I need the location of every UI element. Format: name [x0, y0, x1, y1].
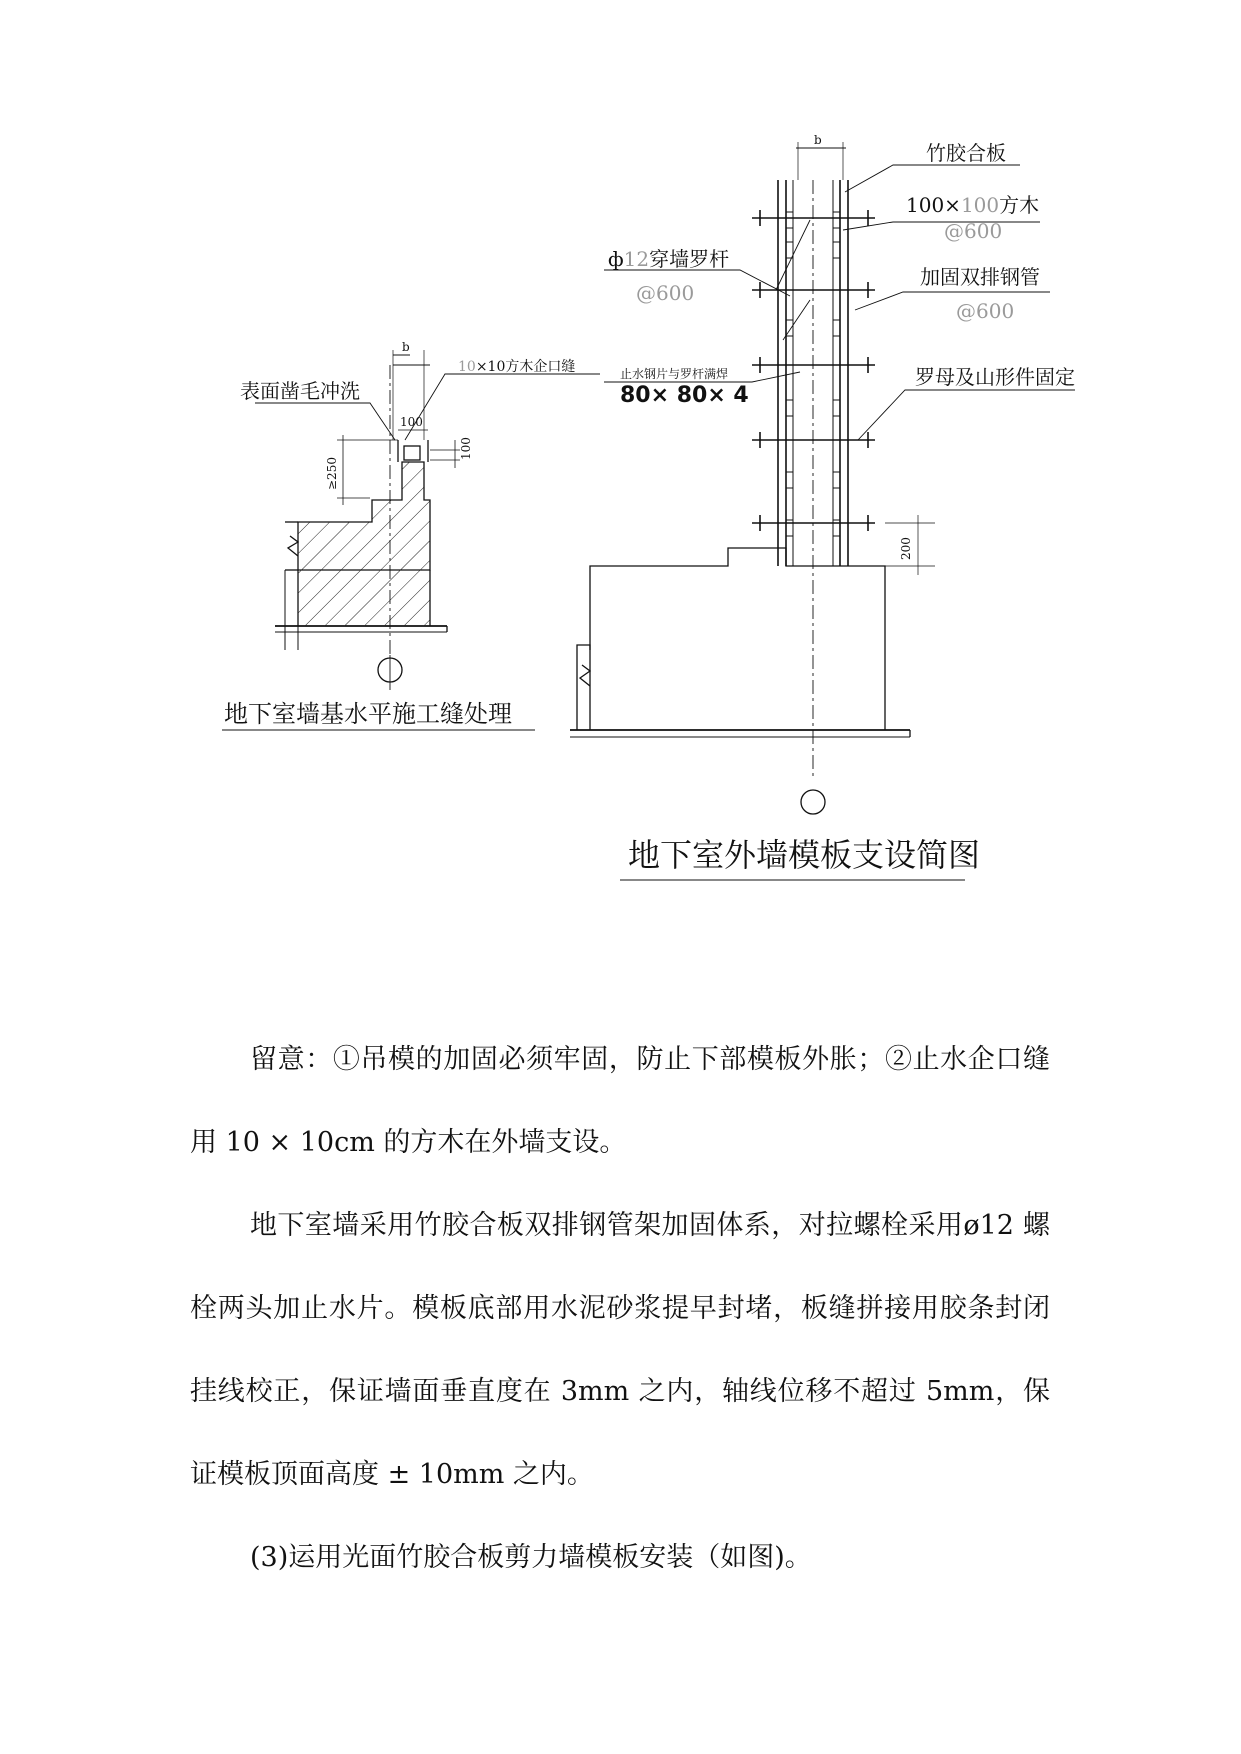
- right-figure-title: 地下室外墙模板支设简图: [628, 836, 981, 874]
- right-dim-200: 200: [899, 537, 913, 560]
- foundation-section: [298, 462, 430, 570]
- paragraph-system: 地下室墙采用竹胶合板双排钢管架加固体系，对拉螺栓采用ø12 螺栓两头加止水片。模板底部用水泥砂浆提早封堵，板缝拼接用胶条封闭挂线校正，保证墙面垂直度在 3mm 之内，轴线位移不超过 5mm，保证模板顶面高度 ± 10mm 之内。: [190, 1210, 1050, 1490]
- paragraph-step-3: (3)运用光面竹胶合板剪力墙模板安装（如图)。: [250, 1542, 812, 1573]
- label-joint-a: 10: [458, 359, 476, 375]
- body-text: [190, 1018, 1050, 1599]
- label-timber-b: 100: [960, 193, 1000, 217]
- label-tie-a: ф: [608, 247, 624, 271]
- label-waterstop-size: 80× 80× 4: [620, 383, 749, 408]
- label-square-timber: [906, 193, 1039, 217]
- label-nut-fixing: 罗母及山形件固定: [915, 365, 1075, 389]
- label-bamboo-plywood: 竹胶合板: [926, 141, 1006, 165]
- label-timber-a: 100×: [906, 193, 961, 217]
- label-tie-b: 12: [623, 247, 650, 271]
- label-tie-rod-spacing: @600: [636, 281, 695, 305]
- left-dim-100v: 100: [459, 437, 473, 460]
- label-timber-spacing: @600: [944, 219, 1003, 243]
- left-figure-title: 地下室墙基水平施工缝处理: [224, 700, 512, 728]
- left-figure: [222, 350, 600, 730]
- label-timber-c: 方木: [999, 193, 1040, 217]
- label-waterstop: 止水钢片与罗杆满焊: [620, 367, 729, 381]
- label-joint-b: ×10方木企口缝: [475, 359, 576, 375]
- label-tie-rod: [608, 247, 729, 271]
- paragraph-note: 留意：①吊模的加固必须牢固，防止下部模板外胀；②止水企口缝用 10 × 10cm 的方木在外墙支设。: [190, 1044, 1050, 1158]
- axis-bubble-right: [801, 790, 825, 814]
- left-dim-b: b: [402, 340, 410, 354]
- left-dim-100h: 100: [400, 415, 423, 429]
- label-surface-treatment: 表面凿毛冲洗: [240, 379, 360, 403]
- left-dim-250: ≥250: [325, 457, 339, 490]
- label-steel-pipe: 加固双排钢管: [920, 265, 1040, 289]
- label-steel-pipe-spacing: @600: [956, 299, 1015, 323]
- label-tongue-groove-joint: [458, 358, 575, 375]
- label-tie-c: 穿墙罗杆: [649, 247, 730, 271]
- right-dim-b: b: [814, 133, 822, 147]
